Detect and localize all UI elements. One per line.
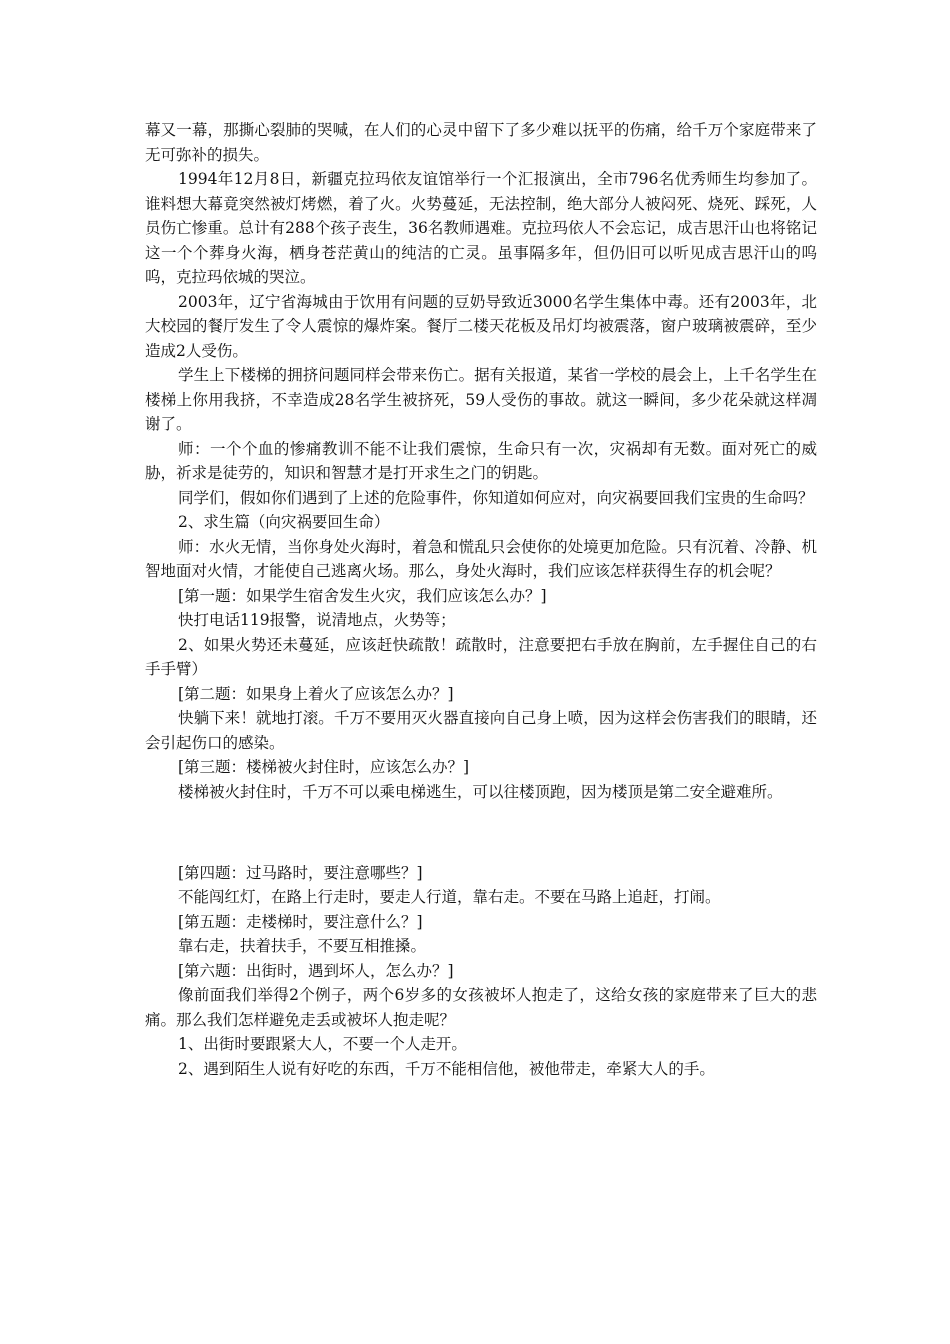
paragraph: 靠右走，扶着扶手，不要互相推搡。 bbox=[178, 937, 427, 955]
paragraph: 2、遇到陌生人说有好吃的东西，千万不能相信他，被他带走，牵紧大人的手。 bbox=[178, 1059, 715, 1078]
paragraph: [第四题：过马路时，要注意哪些？] bbox=[178, 863, 423, 882]
paragraph: 2、求生篇（向灾祸要回生命） bbox=[178, 513, 390, 531]
document-body bbox=[145, 118, 817, 1081]
paragraph: 幕又一幕，那撕心裂肺的哭喊，在人们的心灵中留下了多少难以抚平的伤痛，给千万个家庭带来了无可弥补的损失。 bbox=[145, 121, 817, 164]
paragraph: [第五题：走楼梯时，要注意什么？] bbox=[178, 912, 423, 931]
paragraph: 1994年12月8日，新疆克拉玛依友谊馆举行一个汇报演出，全市796名优秀师生均参加了。谁料想大幕竟突然被灯烤燃，着了火。火势蔓延，无法控制，绝大部分人被闷死、烧死、踩死，人员伤亡惨重。总计有288个孩子丧生，36名教师遇难。克拉玛依人不会忘记，成吉思汗山也将铭记这一个个葬身火海，栖身苍茫黄山的纯洁的亡灵。虽事隔多年，但仍旧可以听见成吉思汗山的呜呜，克拉玛依城的哭泣。 bbox=[145, 170, 817, 286]
paragraph: 像前面我们举得2个例子，两个6岁多的女孩被坏人抱走了，这给女孩的家庭带来了巨大的悲痛。那么我们怎样避免走丢或被坏人抱走呢？ bbox=[145, 986, 817, 1029]
paragraph: [第六题：出街时，遇到坏人，怎么办？] bbox=[178, 961, 454, 980]
paragraph: [第一题：如果学生宿舍发生火灾，我们应该怎么办？] bbox=[178, 586, 547, 605]
paragraph: 快打电话119报警，说清地点，火势等； bbox=[178, 611, 456, 629]
paragraph: 快躺下来！就地打滚。千万不要用灭火器直接向自己身上喷，因为这样会伤害我们的眼睛，还会引起伤口的感染。 bbox=[145, 709, 817, 752]
paragraph: 1、出街时要跟紧大人，不要一个人走开。 bbox=[178, 1035, 467, 1053]
paragraph: 楼梯被火封住时，千万不可以乘电梯逃生，可以往楼顶跑，因为楼顶是第二安全避难所。 bbox=[178, 782, 783, 801]
paragraph: [第三题：楼梯被火封住时，应该怎么办？] bbox=[178, 758, 470, 776]
paragraph: 师：一个个血的惨痛教训不能不让我们震惊，生命只有一次，灾祸却有无数。面对死亡的威胁，祈求是徒劳的，知识和智慧才是打开求生之门的钥匙。 bbox=[145, 439, 817, 482]
blank-line bbox=[145, 820, 817, 845]
paragraph: [第二题：如果身上着火了应该怎么办？] bbox=[178, 684, 454, 703]
paragraph: 同学们，假如你们遇到了上述的危险事件，你知道如何应对，向灾祸要回我们宝贵的生命吗？ bbox=[178, 488, 814, 507]
paragraph: 2、如果火势还未蔓延，应该赶快疏散！疏散时，注意要把右手放在胸前，左手握住自己的右手手臂） bbox=[145, 635, 817, 678]
paragraph: 不能闯红灯，在路上行走时，要走人行道，靠右走。不要在马路上追赶，打闹。 bbox=[178, 888, 721, 906]
paragraph: 学生上下楼梯的拥挤问题同样会带来伤亡。据有关报道，某省一学校的晨会上，上千名学生在楼梯上你用我挤，不幸造成28名学生被挤死，59人受伤的事故。就这一瞬间，多少花朵就这样凋谢了。 bbox=[145, 366, 817, 433]
paragraph: 2003年，辽宁省海城由于饮用有问题的豆奶导致近3000名学生集体中毒。还有2003年，北大校园的餐厅发生了令人震惊的爆炸案。餐厅二楼天花板及吊灯均被震落，窗户玻璃被震碎，至少造成2人受伤。 bbox=[145, 292, 817, 360]
paragraph: 师：水火无情，当你身处火海时，着急和慌乱只会使你的处境更加危险。只有沉着、冷静、机智地面对火情，才能使自己逃离火场。那么，身处火海时，我们应该怎样获得生存的机会呢？ bbox=[145, 537, 817, 580]
